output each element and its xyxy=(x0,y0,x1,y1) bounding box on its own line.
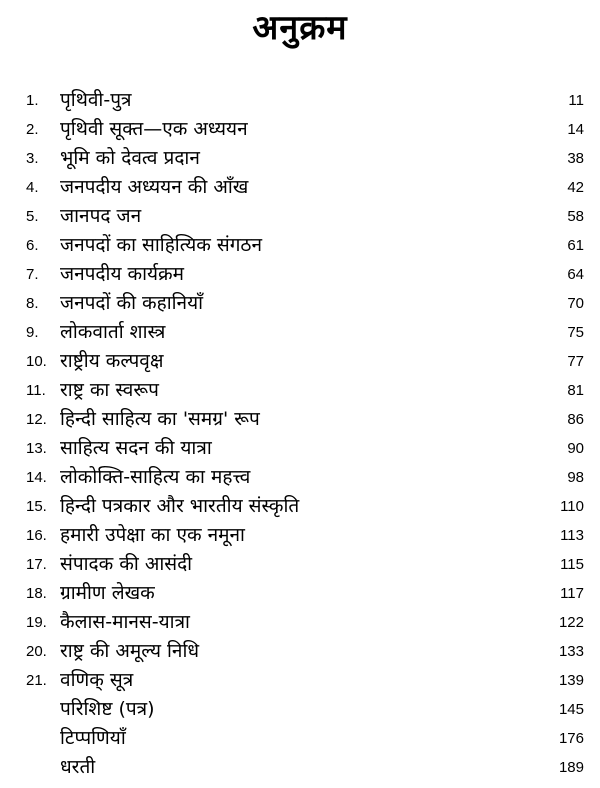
toc-entry-page: 90 xyxy=(567,440,584,457)
toc-entry xyxy=(0,724,600,753)
toc-entry xyxy=(0,173,600,202)
toc-entry xyxy=(0,550,600,579)
toc-entry-title: पृथिवी-पुत्र xyxy=(60,89,132,111)
toc-entry-number: 16. xyxy=(26,527,47,544)
toc-entry-page: 189 xyxy=(558,759,584,776)
toc-entry xyxy=(0,434,600,463)
toc-entry-page: 98 xyxy=(567,469,584,486)
toc-entry xyxy=(0,579,600,608)
toc-entry-page: 58 xyxy=(567,208,584,225)
toc-entry-page: 113 xyxy=(560,527,584,544)
toc-entry-number: 9. xyxy=(26,324,39,341)
toc-entry-number: 10. xyxy=(26,353,47,370)
toc-entry-page: 110 xyxy=(560,498,584,515)
toc-entry-number: 5. xyxy=(26,208,39,225)
toc-entry-page: 86 xyxy=(567,411,584,428)
toc-entry-title: राष्ट्र का स्वरूप xyxy=(60,379,159,401)
page-title: अनुक्रम xyxy=(252,8,348,48)
toc-entry-number: 18. xyxy=(26,585,47,602)
toc-entry-title: लोकवार्ता शास्त्र xyxy=(60,321,166,343)
toc-entry-page: 77 xyxy=(567,353,584,370)
toc-entry-page: 61 xyxy=(567,237,584,254)
toc-entry xyxy=(0,695,600,724)
toc-entry-page: 75 xyxy=(567,324,584,341)
toc-entry-title: परिशिष्ट (पत्र) xyxy=(60,698,155,720)
toc-entry-page: 139 xyxy=(558,672,584,689)
toc-entry-page: 117 xyxy=(560,585,584,602)
toc-entry-number: 17. xyxy=(26,556,47,573)
toc-entry-title: जनपदीय अध्ययन की आँख xyxy=(60,176,249,198)
toc-entry xyxy=(0,376,600,405)
toc-entry-number: 15. xyxy=(26,498,47,515)
toc-entry-title: जानपद जन xyxy=(60,205,142,227)
toc-entry-number: 1. xyxy=(26,92,39,109)
toc-entry-title: जनपदों का साहित्यिक संगठन xyxy=(60,234,263,256)
toc-entry xyxy=(0,463,600,492)
toc-entry-page: 81 xyxy=(567,382,584,399)
toc-entry-page: 70 xyxy=(567,295,584,312)
toc-entry xyxy=(0,144,600,173)
toc-entry-page: 11 xyxy=(568,92,584,109)
toc-entry xyxy=(0,260,600,289)
toc-entry-title: वणिक् सूत्र xyxy=(60,669,134,691)
table-of-contents xyxy=(0,86,600,782)
toc-entry-page: 38 xyxy=(567,150,584,167)
toc-entry-page: 42 xyxy=(567,179,584,196)
toc-entry-page: 14 xyxy=(567,121,584,138)
toc-entry-title: राष्ट्र की अमूल्य निधि xyxy=(60,640,200,662)
toc-entry-number: 7. xyxy=(26,266,39,283)
toc-entry-title: साहित्य सदन की यात्रा xyxy=(60,437,212,459)
toc-entry-page: 122 xyxy=(558,614,584,631)
toc-entry-title: हिन्दी साहित्य का 'समग्र' रूप xyxy=(60,408,260,430)
toc-entry-number: 14. xyxy=(26,469,47,486)
toc-entry xyxy=(0,347,600,376)
toc-entry-number: 13. xyxy=(26,440,47,457)
toc-entry xyxy=(0,318,600,347)
toc-entry-title: जनपदीय कार्यक्रम xyxy=(60,263,184,285)
toc-entry-number: 19. xyxy=(26,614,47,631)
toc-entry-number: 21. xyxy=(26,672,47,689)
toc-entry-title: भूमि को देवत्व प्रदान xyxy=(60,147,200,169)
toc-entry-number: 20. xyxy=(26,643,47,660)
toc-entry-page: 176 xyxy=(558,730,584,747)
toc-entry xyxy=(0,405,600,434)
toc-entry xyxy=(0,86,600,115)
toc-entry xyxy=(0,666,600,695)
toc-entry-title: ग्रामीण लेखक xyxy=(60,582,155,604)
toc-entry xyxy=(0,115,600,144)
toc-entry-page: 64 xyxy=(567,266,584,283)
toc-entry-title: राष्ट्रीय कल्पवृक्ष xyxy=(60,350,164,372)
toc-entry xyxy=(0,202,600,231)
toc-entry-page: 145 xyxy=(558,701,584,718)
toc-entry-title: जनपदों की कहानियाँ xyxy=(60,292,204,314)
toc-entry-title: हमारी उपेक्षा का एक नमूना xyxy=(60,524,245,546)
toc-entry xyxy=(0,231,600,260)
toc-entry-title: कैलास-मानस-यात्रा xyxy=(60,611,190,633)
toc-entry-title: धरती xyxy=(60,756,96,778)
toc-entry-number: 4. xyxy=(26,179,39,196)
toc-entry xyxy=(0,289,600,318)
toc-entry-number: 11. xyxy=(26,382,46,399)
toc-entry xyxy=(0,753,600,782)
toc-entry xyxy=(0,608,600,637)
toc-entry xyxy=(0,521,600,550)
toc-entry-title: पृथिवी सूक्त—एक अध्ययन xyxy=(60,118,248,140)
toc-entry-page: 133 xyxy=(558,643,584,660)
toc-entry-number: 8. xyxy=(26,295,39,312)
toc-entry-number: 2. xyxy=(26,121,39,138)
toc-entry xyxy=(0,492,600,521)
toc-entry-title: टिप्पणियाँ xyxy=(60,727,126,749)
toc-entry-title: संपादक की आसंदी xyxy=(60,553,193,575)
toc-entry-title: हिन्दी पत्रकार और भारतीय संस्कृति xyxy=(60,495,300,517)
toc-entry-number: 6. xyxy=(26,237,39,254)
toc-entry-title: लोकोक्ति-साहित्य का महत्त्व xyxy=(60,466,251,488)
toc-entry-page: 115 xyxy=(560,556,584,573)
toc-entry-number: 3. xyxy=(26,150,39,167)
toc-entry xyxy=(0,637,600,666)
toc-entry-number: 12. xyxy=(26,411,47,428)
